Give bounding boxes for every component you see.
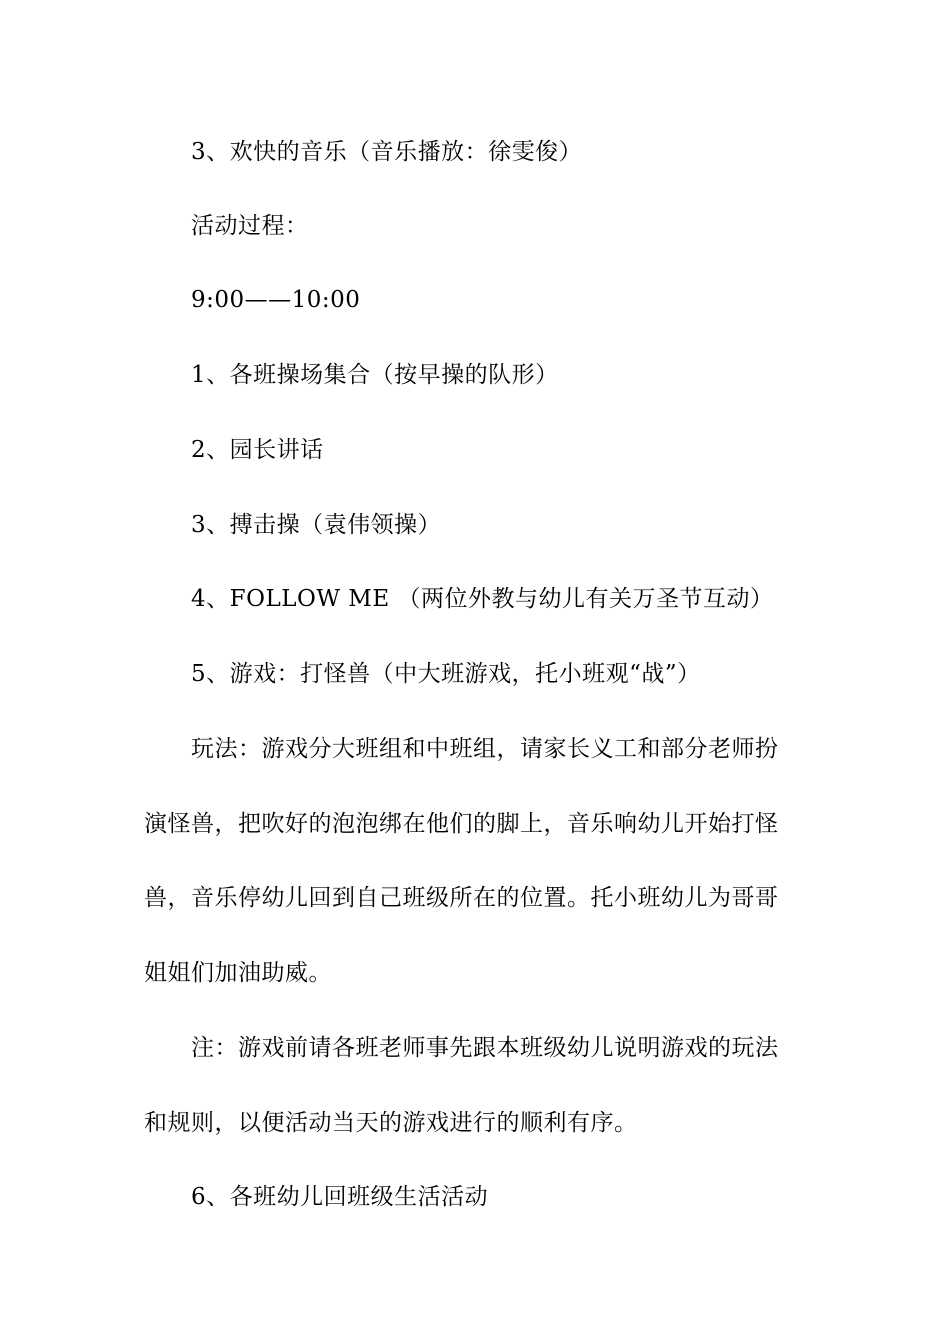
step-assembly: 1、各班操场集合（按早操的队形） bbox=[191, 362, 559, 388]
note-paragraph-line-1: 注：游戏前请各班老师事先跟本班级幼儿说明游戏的玩法 bbox=[191, 1035, 779, 1061]
note-paragraph-line-2: 和规则，以便活动当天的游戏进行的顺利有序。 bbox=[144, 1110, 638, 1136]
process-heading: 活动过程： bbox=[191, 213, 309, 239]
music-item: 3、欢快的音乐（音乐播放：徐雯俊） bbox=[191, 139, 583, 165]
step-speech: 2、园长讲话 bbox=[191, 437, 324, 463]
rules-paragraph-line-4: 姐姐们加油助威。 bbox=[144, 960, 332, 986]
rules-paragraph-line-3: 兽，音乐停幼儿回到自己班级所在的位置。托小班幼儿为哥哥 bbox=[144, 885, 779, 911]
rules-paragraph-line-1: 玩法：游戏分大班组和中班组，请家长义工和部分老师扮 bbox=[191, 736, 779, 762]
step-game: 5、游戏：打怪兽（中大班游戏，托小班观“战”） bbox=[191, 661, 701, 687]
rules-paragraph-line-2: 演怪兽，把吹好的泡泡绑在他们的脚上，音乐响幼儿开始打怪 bbox=[144, 811, 779, 837]
step-exercise: 3、搏击操（袁伟领操） bbox=[191, 512, 442, 538]
time-range: 9:00——10:00 bbox=[191, 287, 361, 313]
step-return-class: 6、各班幼儿回班级生活活动 bbox=[191, 1184, 489, 1210]
step-follow-me: 4、FOLLOW ME （两位外教与幼儿有关万圣节互动） bbox=[191, 586, 774, 612]
